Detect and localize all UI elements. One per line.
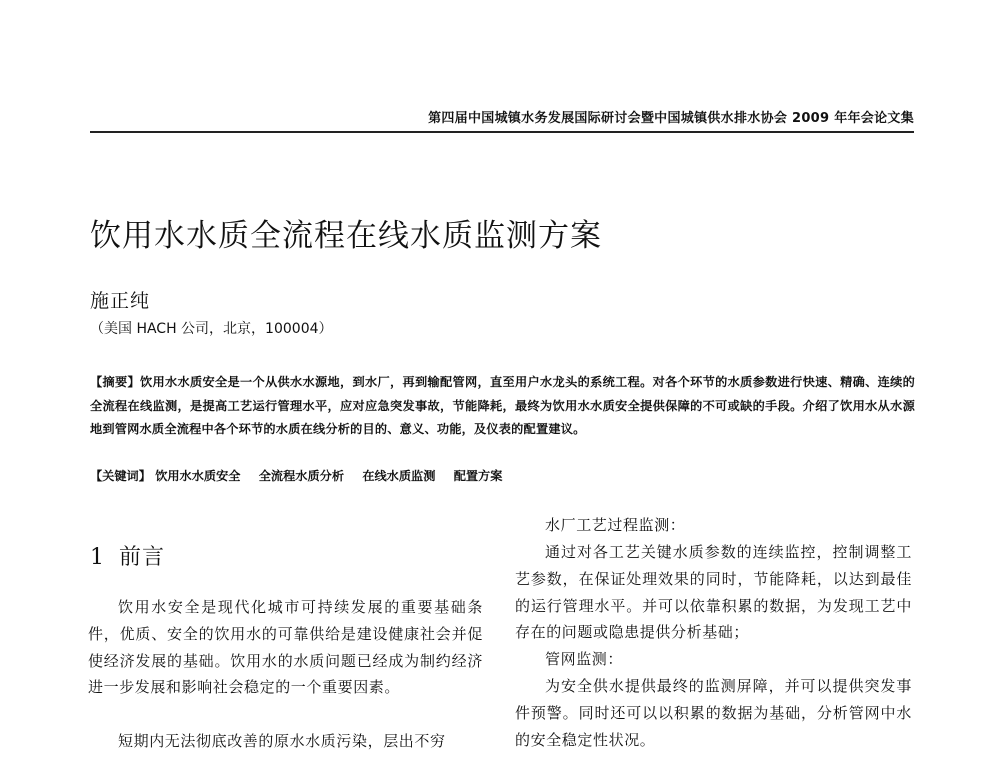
subheading: 管网监测： <box>545 650 624 668</box>
header-rule <box>90 131 914 133</box>
abstract-text: 饮用水水质安全是一个从供水水源地，到水厂，再到输配管网，直至用户水龙头的系统工程。对各个环节的水质参数进行快速、精确、连续的全流程在线监测，是提高工艺运行管理水平，应对应急突发事故，节能降耗，最终为饮用水水质安全提供保障的不可或缺的手段。介绍了饮用水从水源地到管网水质全流程中各个环节的水质在线分析的目的、意义、功能，及仪表的配置建议。 <box>90 375 915 436</box>
body-paragraph: 通过对各工艺关键水质参数的连续监控，控制调整工艺参数，在保证处理效果的同时，节能降耗，以达到最佳的运行管理水平。并可以依靠积累的数据，为发现工艺中存在的问题或隐患提供分析基础； <box>515 543 912 642</box>
section-heading <box>90 540 165 571</box>
subheading: 水厂工艺过程监测： <box>545 516 686 534</box>
body-paragraph: 短期内无法彻底改善的原水水质污染，层出不穷 <box>118 732 446 750</box>
keyword-item: 在线水质监测 <box>362 469 436 483</box>
keyword-item: 全流程水质分析 <box>258 469 345 483</box>
body-paragraph: 为安全供水提供最终的监测屏障，并可以提供突发事件预警。同时还可以以积累的数据为基础，分析管网中水的安全稳定性状况。 <box>515 677 912 749</box>
author-name: 施正纯 <box>90 290 151 312</box>
keyword-item: 配置方案 <box>453 469 503 483</box>
keywords <box>90 465 516 489</box>
keywords-label: 【关键词】 <box>90 469 151 483</box>
running-header: 第四届中国城镇水务发展国际研讨会暨中国城镇供水排水协会 2009 年年会论文集 <box>428 111 914 126</box>
abstract-label: 【摘要】 <box>90 375 141 389</box>
body-paragraph: 饮用水安全是现代化城市可持续发展的重要基础条件，优质、安全的饮用水的可靠供给是建设健康社会并促使经济发展的基础。饮用水的水质问题已经成为制约经济进一步发展和影响社会稳定的一个重要因素。 <box>88 598 483 697</box>
abstract <box>90 371 915 442</box>
section-number: 1 <box>90 545 105 570</box>
section-title: 前言 <box>119 545 166 570</box>
paper-title: 饮用水水质全流程在线水质监测方案 <box>90 218 602 254</box>
keyword-item: 饮用水水质安全 <box>155 469 241 483</box>
author-affiliation: （美国 HACH 公司，北京，100004） <box>90 321 333 337</box>
